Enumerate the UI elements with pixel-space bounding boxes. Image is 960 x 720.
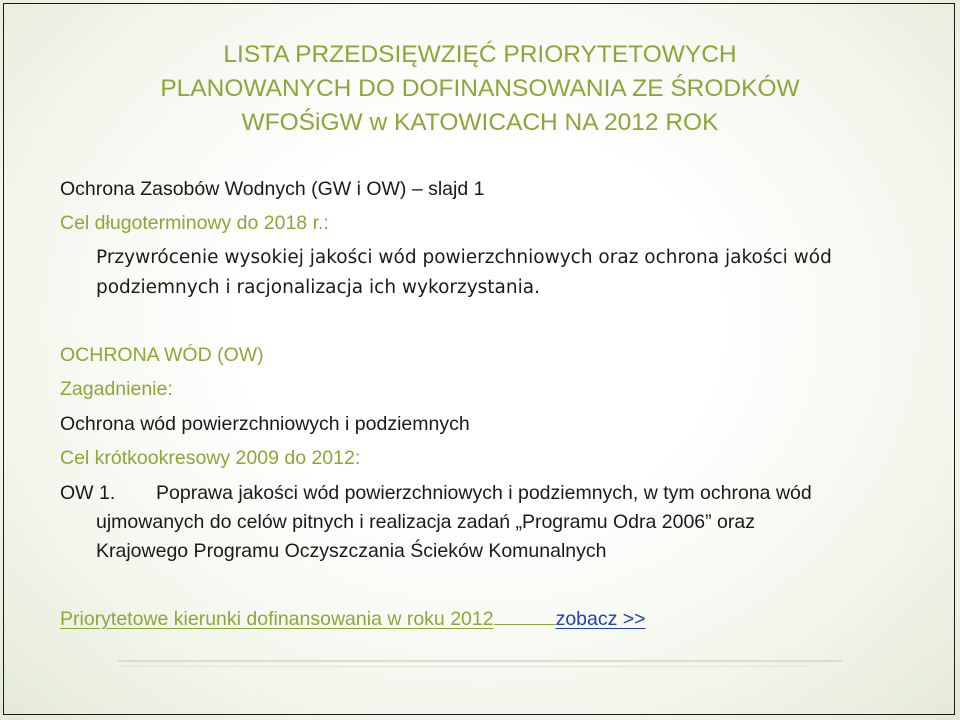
issue-label: Zagadnienie: [60,378,173,400]
section-heading: Ochrona Zasobów Wodnych (GW i OW) – slajd 1 [60,178,485,200]
ow-heading: OCHRONA WÓD (OW) [60,344,264,366]
link-underline-filler [494,606,556,625]
title-line-1: LISTA PRZEDSIĘWZIĘĆ PRIORYTETOWYCH [223,41,737,68]
item-line-3: Krajowego Programu Oczyszczania Ścieków Komunalnych [96,540,607,562]
long-term-goal-label: Cel długoterminowy do 2018 r.: [60,212,329,234]
item-line-2: ujmowanych do celów pitnych i realizacja zadań „Programu Odra 2006” oraz [96,511,755,533]
item-number: OW 1. [60,482,116,504]
title-line-2: PLANOWANYCH DO DOFINANSOWANIA ZE ŚRODKÓW [160,75,800,102]
short-term-goal-label: Cel krótkookresowy 2009 do 2012: [60,447,361,469]
long-term-goal-line-2: podziemnych i racjonalizacja ich wykorzystania. [96,277,540,298]
priorities-link[interactable]: Priorytetowe kierunki dofinansowania w roku 2012 [60,608,494,630]
footer-divider-secondary [118,666,808,667]
footer-links [60,606,646,631]
title-line-3: WFOŚiGW w KATOWICACH NA 2012 ROK [241,109,719,136]
footer-divider [118,660,842,662]
issue-text: Ochrona wód powierzchniowych i podziemnych [60,413,470,435]
long-term-goal-line-1: Przywrócenie wysokiej jakości wód powierzchniowych oraz ochrona jakości wód [96,247,832,268]
page-title [0,38,960,140]
item-line-1: Poprawa jakości wód powierzchniowych i podziemnych, w tym ochrona wód [156,482,812,504]
see-more-link[interactable]: zobacz >> [555,608,646,630]
